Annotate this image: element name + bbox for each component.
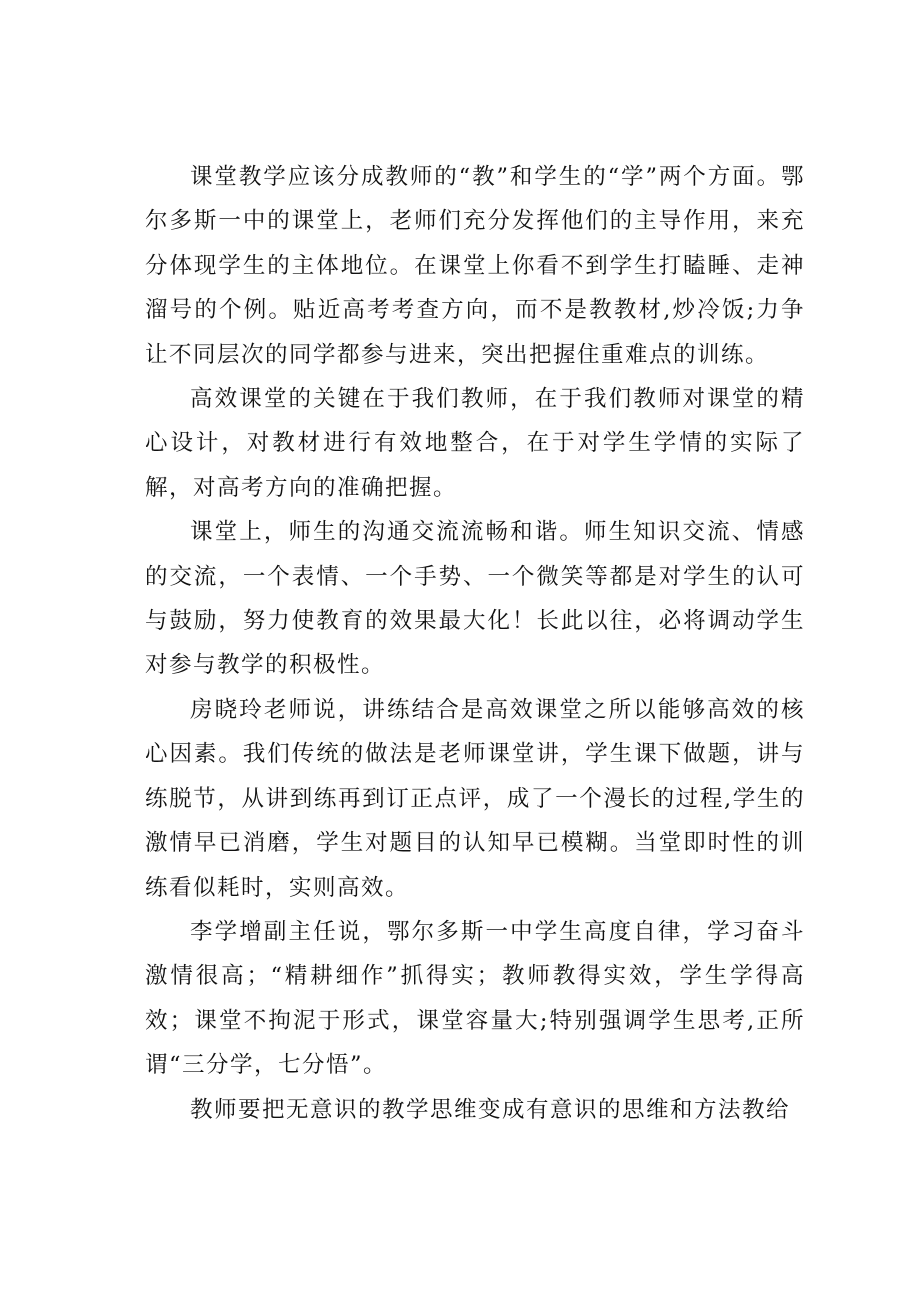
paragraph-teacher-student-communication: 课堂上，师生的沟通交流流畅和谐。师生知识交流、情感的交流，一个表情、一个手势、一个微笑等都是对学生的认可与鼓励，努力使教育的效果最大化！长此以往，必将调动学生对参与教学的积极性。 [145,519,805,679]
paragraph-self-discipline: 李学增副主任说，鄂尔多斯一中学生高度自律，学习奋斗激情很高；“精耕细作”抓得实；教师教得实效，学生学得高效；课堂不拘泥于形式，课堂容量大;特别强调学生思考,正所谓“三分学，七分悟”。 [145,918,805,1079]
document-body [145,155,805,1132]
paragraph-efficient-classroom-key: 高效课堂的关键在于我们教师，在于我们教师对课堂的精心设计，对教材进行有效地整合，在于对学生学情的实际了解，对高考方向的准确把握。 [145,386,805,501]
paragraph-classroom-teaching: 课堂教学应该分成教师的“教”和学生的“学”两个方面。鄂尔多斯一中的课堂上，老师们充分发挥他们的主导作用，来充分体现学生的主体地位。在课堂上你看不到学生打瞌睡、走神溜号的个例。贴近高考考查方向，而不是教教材,炒冷饭;力争让不同层次的同学都参与进来，突出把握住重难点的训练。 [145,164,805,368]
paragraph-lecture-practice: 房晓玲老师说，讲练结合是高效课堂之所以能够高效的核心因素。我们传统的做法是老师课堂讲，学生课下做题，讲与练脱节，从讲到练再到订正点评，成了一个漫长的过程,学生的激情早已消磨，学生对题目的认知早已模糊。当堂即时性的训练看似耗时，实则高效。 [145,696,805,901]
paragraph-teaching-thinking: 教师要把无意识的教学思维变成有意识的思维和方法教给 [190,1096,791,1123]
